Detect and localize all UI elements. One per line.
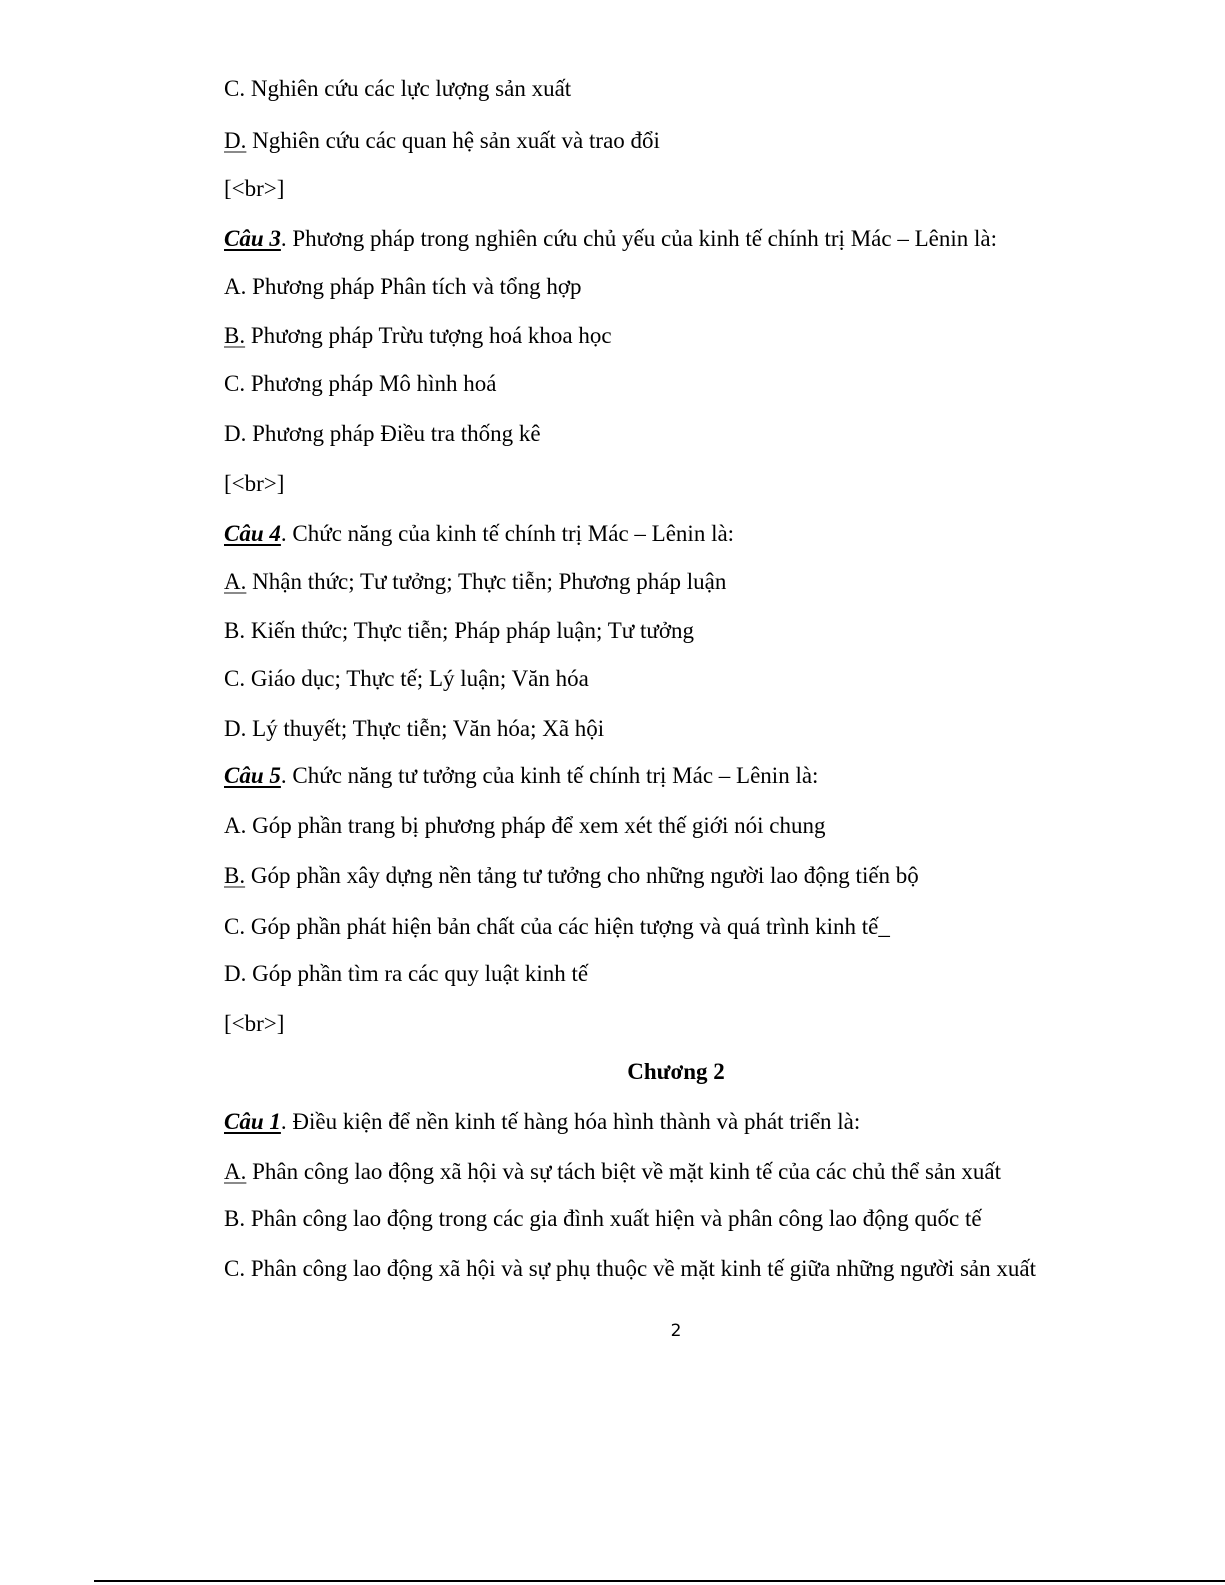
option-line — [224, 960, 588, 988]
option-line — [224, 127, 660, 155]
answer-marker: A. — [224, 1159, 247, 1184]
option-text: A. Góp phần trang bị phương pháp để xem xét thế giới nói chung — [224, 813, 826, 838]
question-text: . Chức năng của kinh tế chính trị Mác – Lênin là: — [280, 521, 735, 546]
answer-marker: B. — [224, 323, 246, 348]
option-text: Phương pháp Trừu tượng hoá khoa học — [245, 323, 612, 348]
question-label: Câu 4 — [224, 521, 281, 546]
break-text: [<br>] — [224, 471, 285, 496]
option-text: B. Kiến thức; Thực tiễn; Pháp pháp luận; Tư tưởng — [224, 618, 695, 643]
option-line — [224, 1205, 982, 1233]
option-text: C. Góp phần phát hiện bản chất của các hiện tượng và quá trình kinh tế_ — [224, 914, 890, 939]
option-text: Góp phần xây dựng nền tảng tư tưởng cho những người lao động tiến bộ — [245, 863, 919, 888]
question-text: . Phương pháp trong nghiên cứu chủ yếu của kinh tế chính trị Mác – Lênin là: — [280, 226, 997, 251]
option-text: Nghiên cứu các quan hệ sản xuất và trao đổi — [246, 128, 660, 153]
question-line — [224, 762, 818, 790]
option-text: C. Phương pháp Mô hình hoá — [224, 371, 497, 396]
option-line — [224, 812, 825, 840]
option-text: C. Giáo dục; Thực tế; Lý luận; Văn hóa — [224, 666, 589, 691]
break-text: [<br>] — [224, 176, 285, 201]
chapter-heading: Chương 2 — [627, 1059, 725, 1084]
answer-marker: D. — [224, 128, 247, 153]
option-line — [224, 273, 582, 301]
option-text: D. Góp phần tìm ra các quy luật kinh tế — [224, 961, 589, 986]
option-text: D. Phương pháp Điều tra thống kê — [224, 421, 541, 446]
option-line — [224, 715, 604, 743]
break-marker — [224, 1010, 284, 1038]
break-marker — [224, 470, 284, 498]
option-line — [224, 665, 589, 693]
option-line — [224, 1255, 1036, 1283]
question-line — [224, 520, 734, 548]
bottom-rule — [94, 1580, 1225, 1582]
question-line — [224, 1108, 860, 1136]
question-label: Câu 3 — [224, 226, 281, 251]
break-marker — [224, 175, 284, 203]
page-number: 2 — [670, 1321, 682, 1341]
option-text: Nhận thức; Tư tưởng; Thực tiễn; Phương pháp luận — [246, 569, 727, 594]
option-text: A. Phương pháp Phân tích và tổng hợp — [224, 274, 582, 299]
question-label: Câu 5 — [224, 763, 281, 788]
break-text: [<br>] — [224, 1011, 285, 1036]
option-line — [224, 322, 612, 350]
question-label: Câu 1 — [224, 1109, 281, 1134]
option-text: B. Phân công lao động trong các gia đình xuất hiện và phân công lao động quốc tế — [224, 1206, 982, 1231]
option-text: D. Lý thuyết; Thực tiễn; Văn hóa; Xã hội — [224, 716, 605, 741]
option-line — [224, 370, 497, 398]
option-text: Phân công lao động xã hội và sự tách biệt về mặt kinh tế của các chủ thể sản xuất — [246, 1159, 1001, 1184]
option-line — [224, 617, 694, 645]
answer-marker: B. — [224, 863, 246, 888]
option-text: C. Nghiên cứu các lực lượng sản xuất — [224, 76, 572, 101]
option-line — [224, 1158, 1001, 1186]
question-line — [224, 225, 997, 253]
option-line — [224, 568, 726, 596]
question-text: . Điều kiện để nền kinh tế hàng hóa hình thành và phát triển là: — [280, 1109, 861, 1134]
answer-marker: A. — [224, 569, 247, 594]
option-line — [224, 420, 541, 448]
option-text: C. Phân công lao động xã hội và sự phụ thuộc về mặt kinh tế giữa những người sản xuất — [224, 1256, 1036, 1281]
option-line — [224, 913, 890, 941]
option-line — [224, 75, 571, 103]
question-text: . Chức năng tư tưởng của kinh tế chính trị Mác – Lênin là: — [280, 763, 819, 788]
option-line — [224, 862, 919, 890]
